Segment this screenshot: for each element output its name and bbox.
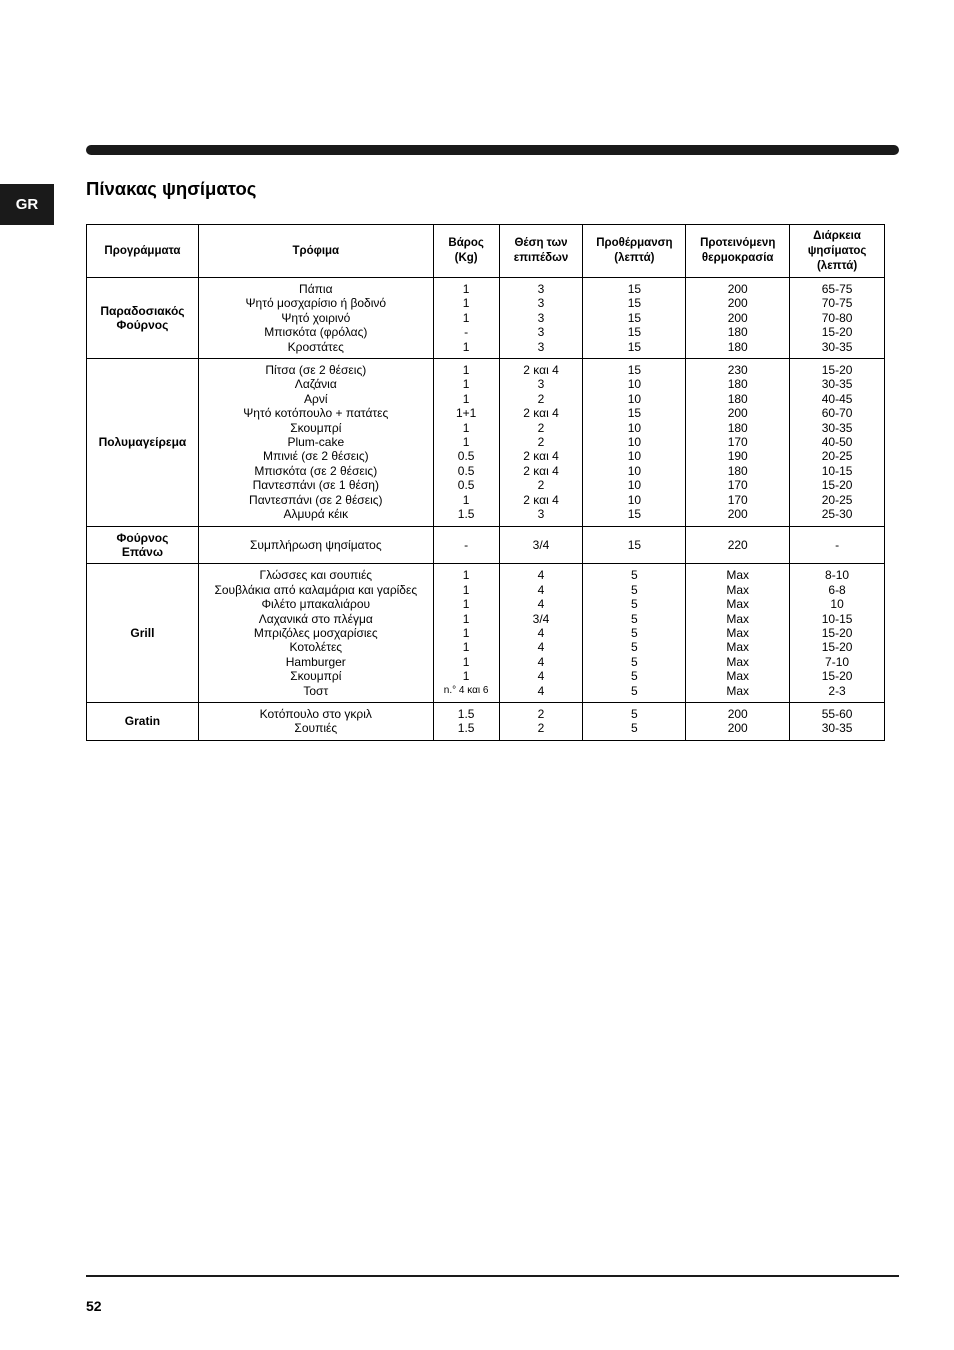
preheat-cell xyxy=(583,702,686,740)
temperature-line: 200 xyxy=(727,296,748,311)
level-line: 4 xyxy=(537,683,545,698)
level-line: 2 και 4 xyxy=(523,363,559,378)
table-row xyxy=(87,526,885,564)
foods-line: Παντεσπάνι (σε 2 θέσεις) xyxy=(249,492,383,507)
duration-line: 10-15 xyxy=(821,611,853,626)
temperature-line: 170 xyxy=(727,478,748,493)
level-line: 3/4 xyxy=(532,537,550,552)
preheat-line: 5 xyxy=(631,582,638,597)
level-line: 2 και 4 xyxy=(523,449,559,464)
preheat-line: 15 xyxy=(627,537,642,552)
col-header-program: Προγράμματα xyxy=(87,225,199,278)
foods-line: Μπισκότα (φρόλας) xyxy=(264,325,368,340)
preheat-line: 5 xyxy=(631,640,638,655)
duration-line: 10 xyxy=(830,597,844,612)
temperature-cell xyxy=(686,702,790,740)
level-line: 4 xyxy=(537,669,545,684)
foods-line: Λαχανικά στο πλέγμα xyxy=(258,611,373,626)
weight-line: 1 xyxy=(462,363,470,378)
preheat-cell xyxy=(583,564,686,703)
weight-line: 1 xyxy=(462,377,470,392)
weight-line: 1 xyxy=(462,391,470,406)
weight-line: 1 xyxy=(462,654,470,669)
preheat-line: 10 xyxy=(627,420,642,435)
weight-line: 1 xyxy=(462,640,470,655)
weight-line: 1 xyxy=(462,568,470,583)
duration-line: 55-60 xyxy=(821,706,853,721)
program-cell xyxy=(87,564,199,703)
level-line: 3 xyxy=(537,507,545,522)
weight-line: - xyxy=(464,537,469,552)
bottom-rule xyxy=(86,1275,899,1277)
col-header-level: Θέση των επιπέδων xyxy=(499,225,583,278)
roasting-table xyxy=(86,224,885,741)
page-title: Πίνακας ψησίματος xyxy=(86,178,257,199)
temperature-line: 170 xyxy=(727,492,748,507)
level-cell xyxy=(499,359,583,526)
temperature-cell xyxy=(686,278,790,359)
duration-cell xyxy=(790,278,885,359)
table-row xyxy=(87,702,885,740)
weight-line: 1.5 xyxy=(457,507,475,522)
program-line: Φούρνος xyxy=(116,530,169,545)
level-line: 4 xyxy=(537,625,545,640)
duration-line: 6-8 xyxy=(828,582,846,597)
foods-line: Αρνί xyxy=(304,391,328,406)
level-line: 3 xyxy=(537,296,545,311)
temperature-line: 230 xyxy=(727,363,748,378)
foods-cell xyxy=(198,359,433,526)
weight-line: 1 xyxy=(462,669,470,684)
duration-line: 20-25 xyxy=(821,492,853,507)
page-number: 52 xyxy=(86,1298,102,1314)
level-line: 2 και 4 xyxy=(523,463,559,478)
duration-line: 15-20 xyxy=(821,625,853,640)
program-cell xyxy=(87,526,199,564)
temperature-line: 180 xyxy=(727,420,748,435)
foods-line: Μπισκότα (σε 2 θέσεις) xyxy=(254,463,378,478)
foods-line: Ψητό μοσχαρίσιο ή βοδινό xyxy=(245,296,387,311)
foods-line: Φιλέτο μπακαλιάρου xyxy=(261,597,371,612)
top-rule xyxy=(86,145,899,155)
duration-line: - xyxy=(835,537,840,552)
temperature-line: Max xyxy=(726,611,750,626)
duration-line: 15-20 xyxy=(821,640,853,655)
temperature-line: Max xyxy=(726,597,750,612)
level-line: 4 xyxy=(537,640,545,655)
temperature-line: 220 xyxy=(727,537,748,552)
duration-line: 30-35 xyxy=(821,377,853,392)
level-line: 2 xyxy=(537,435,545,450)
temperature-line: 200 xyxy=(727,310,748,325)
weight-line: 1 xyxy=(462,492,470,507)
foods-line: Κροστάτες xyxy=(287,339,344,354)
foods-line: Μπριζόλες μοσχαρίσιες xyxy=(253,625,378,640)
preheat-line: 10 xyxy=(627,377,642,392)
foods-line: Γλώσσες και σουπιές xyxy=(259,568,373,583)
duration-line: 70-75 xyxy=(821,296,853,311)
temperature-line: 170 xyxy=(727,435,748,450)
table-header-row xyxy=(87,225,885,278)
weight-cell xyxy=(433,359,499,526)
program-line: Gratin xyxy=(124,714,161,729)
col-header-duration: Διάρκεια ψησίματος (λεπτά) xyxy=(790,225,885,278)
weight-line: 0.5 xyxy=(457,478,475,493)
foods-cell xyxy=(198,278,433,359)
weight-line: 1 xyxy=(462,611,470,626)
level-line: 4 xyxy=(537,654,545,669)
col-header-temperature: Προτεινόμενη θερμοκρασία xyxy=(686,225,790,278)
weight-line: 1 xyxy=(462,339,470,354)
temperature-line: Max xyxy=(726,654,750,669)
level-line: 3 xyxy=(537,339,545,354)
preheat-line: 5 xyxy=(631,568,638,583)
temperature-line: Max xyxy=(726,683,750,698)
preheat-line: 15 xyxy=(627,507,642,522)
level-line: 2 και 4 xyxy=(523,492,559,507)
temperature-line: Max xyxy=(726,568,750,583)
foods-line: Πίτσα (σε 2 θέσεις) xyxy=(265,363,367,378)
level-line: 3 xyxy=(537,282,545,296)
weight-line: 0.5 xyxy=(457,463,475,478)
weight-cell xyxy=(433,526,499,564)
temperature-cell xyxy=(686,526,790,564)
weight-line: 1 xyxy=(462,310,470,325)
foods-line: Σουπιές xyxy=(294,721,338,736)
temperature-line: Max xyxy=(726,582,750,597)
temperature-line: 180 xyxy=(727,377,748,392)
level-line: 2 xyxy=(537,391,545,406)
foods-line: Σουβλάκια από καλαμάρια και γαρίδες xyxy=(214,582,418,597)
preheat-line: 5 xyxy=(631,706,638,721)
duration-cell xyxy=(790,702,885,740)
foods-line: Παντεσπάνι (σε 1 θέση) xyxy=(252,478,379,493)
temperature-line: 180 xyxy=(727,391,748,406)
weight-cell xyxy=(433,564,499,703)
program-line: Πολυμαγείρεμα xyxy=(98,435,187,450)
duration-line: 8-10 xyxy=(825,568,850,583)
preheat-line: 5 xyxy=(631,611,638,626)
level-line: 2 xyxy=(537,706,545,721)
program-cell xyxy=(87,702,199,740)
level-line: 2 xyxy=(537,721,545,736)
foods-line: Σκουμπρί xyxy=(290,420,342,435)
foods-cell xyxy=(198,702,433,740)
preheat-line: 15 xyxy=(627,296,642,311)
weight-line: 1 xyxy=(462,282,470,296)
duration-line: 15-20 xyxy=(821,363,853,378)
temperature-line: 200 xyxy=(727,282,748,296)
program-cell xyxy=(87,359,199,526)
duration-line: 2-3 xyxy=(828,683,846,698)
weight-line: 1 xyxy=(462,420,470,435)
duration-line: 40-45 xyxy=(821,391,853,406)
level-cell xyxy=(499,564,583,703)
preheat-line: 10 xyxy=(627,492,642,507)
preheat-line: 5 xyxy=(631,654,638,669)
weight-line: - xyxy=(464,325,469,340)
duration-line: 15-20 xyxy=(821,325,853,340)
foods-line: Ψητό κοτόπουλο + πατάτες xyxy=(243,406,389,421)
level-line: 2 xyxy=(537,420,545,435)
duration-cell xyxy=(790,526,885,564)
foods-line: Κοτόπουλο στο γκριλ xyxy=(259,706,372,721)
duration-line: 25-30 xyxy=(821,507,853,522)
preheat-cell xyxy=(583,526,686,564)
preheat-line: 5 xyxy=(631,721,638,736)
level-line: 4 xyxy=(537,597,545,612)
table-row xyxy=(87,278,885,359)
temperature-cell xyxy=(686,359,790,526)
temperature-line: 200 xyxy=(727,706,748,721)
level-line: 3 xyxy=(537,377,545,392)
temperature-line: 180 xyxy=(727,339,748,354)
temperature-line: 200 xyxy=(727,507,748,522)
language-tab: GR xyxy=(0,184,54,225)
level-line: 3 xyxy=(537,325,545,340)
weight-line: 1 xyxy=(462,296,470,311)
foods-line: Plum-cake xyxy=(287,435,345,450)
duration-cell xyxy=(790,359,885,526)
preheat-line: 15 xyxy=(627,325,642,340)
program-line: Φούρνος xyxy=(116,318,169,333)
weight-line: 1.5 xyxy=(457,706,475,721)
weight-line: 1 xyxy=(462,625,470,640)
duration-line: 15-20 xyxy=(821,478,853,493)
preheat-line: 10 xyxy=(627,478,642,493)
temperature-line: 180 xyxy=(727,325,748,340)
weight-line: 0.5 xyxy=(457,449,475,464)
col-header-food: Τρόφιμα xyxy=(198,225,433,278)
foods-line: Λαζάνια xyxy=(294,377,337,392)
weight-line: n.° 4 και 6 xyxy=(443,684,489,696)
program-cell xyxy=(87,278,199,359)
duration-line: 30-35 xyxy=(821,721,853,736)
table-row xyxy=(87,564,885,703)
weight-line: 1 xyxy=(462,582,470,597)
preheat-line: 5 xyxy=(631,683,638,698)
preheat-cell xyxy=(583,359,686,526)
preheat-line: 15 xyxy=(627,339,642,354)
preheat-line: 10 xyxy=(627,449,642,464)
foods-line: Hamburger xyxy=(285,654,346,669)
level-cell xyxy=(499,702,583,740)
temperature-line: 200 xyxy=(727,721,748,736)
duration-line: 60-70 xyxy=(821,406,853,421)
foods-line: Συμπλήρωση ψησίματος xyxy=(249,537,382,552)
duration-line: 10-15 xyxy=(821,463,853,478)
weight-line: 1+1 xyxy=(455,406,477,421)
preheat-line: 5 xyxy=(631,625,638,640)
weight-cell xyxy=(433,278,499,359)
duration-line: 30-35 xyxy=(821,339,853,354)
weight-line: 1.5 xyxy=(457,721,475,736)
preheat-line: 5 xyxy=(631,597,638,612)
col-header-preheat: Προθέρμανση (λεπτά) xyxy=(583,225,686,278)
level-line: 2 xyxy=(537,478,545,493)
duration-line: 20-25 xyxy=(821,449,853,464)
weight-line: 1 xyxy=(462,435,470,450)
temperature-line: Max xyxy=(726,625,750,640)
level-line: 4 xyxy=(537,582,545,597)
duration-cell xyxy=(790,564,885,703)
preheat-line: 15 xyxy=(627,310,642,325)
foods-line: Κοτολέτες xyxy=(289,640,343,655)
level-line: 3 xyxy=(537,310,545,325)
preheat-line: 15 xyxy=(627,406,642,421)
duration-line: 70-80 xyxy=(821,310,853,325)
preheat-line: 10 xyxy=(627,435,642,450)
level-line: 2 και 4 xyxy=(523,406,559,421)
preheat-line: 15 xyxy=(627,282,642,296)
duration-line: 40-50 xyxy=(821,435,853,450)
foods-line: Τοστ xyxy=(303,683,329,698)
level-line: 4 xyxy=(537,568,545,583)
program-line: Παραδοσιακός xyxy=(100,303,185,318)
foods-line: Σκουμπρί xyxy=(290,669,342,684)
program-line: Grill xyxy=(130,625,155,640)
duration-line: 30-35 xyxy=(821,420,853,435)
preheat-line: 5 xyxy=(631,669,638,684)
program-line: Επάνω xyxy=(121,544,163,559)
level-cell xyxy=(499,526,583,564)
weight-cell xyxy=(433,702,499,740)
level-cell xyxy=(499,278,583,359)
duration-line: 15-20 xyxy=(821,669,853,684)
foods-cell xyxy=(198,526,433,564)
duration-line: 7-10 xyxy=(825,654,850,669)
temperature-line: 190 xyxy=(727,449,748,464)
temperature-cell xyxy=(686,564,790,703)
preheat-line: 10 xyxy=(627,463,642,478)
foods-line: Ψητό χοιρινό xyxy=(281,310,351,325)
foods-line: Πάπια xyxy=(299,282,333,296)
col-header-weight: Βάρος (Kg) xyxy=(433,225,499,278)
temperature-line: Max xyxy=(726,669,750,684)
preheat-cell xyxy=(583,278,686,359)
foods-cell xyxy=(198,564,433,703)
temperature-line: 180 xyxy=(727,463,748,478)
weight-line: 1 xyxy=(462,597,470,612)
table-row xyxy=(87,359,885,526)
duration-line: 65-75 xyxy=(821,282,853,296)
preheat-line: 15 xyxy=(627,363,642,378)
temperature-line: Max xyxy=(726,640,750,655)
foods-line: Μπινιέ (σε 2 θέσεις) xyxy=(262,449,369,464)
temperature-line: 200 xyxy=(727,406,748,421)
foods-line: Αλμυρά κέικ xyxy=(283,507,349,522)
preheat-line: 10 xyxy=(627,391,642,406)
level-line: 3/4 xyxy=(532,611,550,626)
